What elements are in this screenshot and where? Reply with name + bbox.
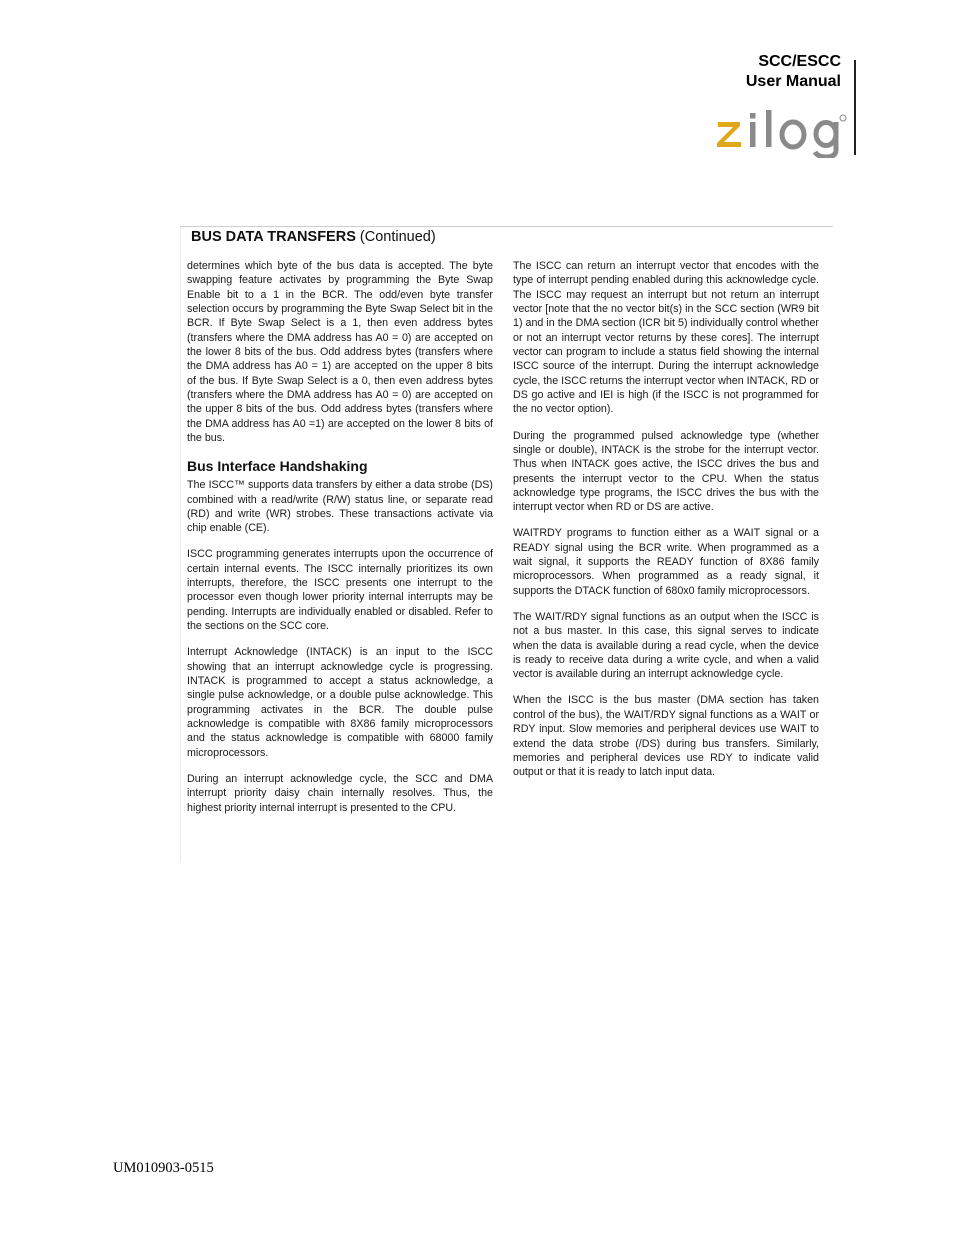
paragraph-interrupt-vector: The ISCC can return an interrupt vector that encodes with the type of interrupt pending enabled during this acknowledge cycle. The ISCC may request an interrupt but not return an interrupt vector [note that the no vector bit(s) in the SCC section (WR9 bit 1) and in the DMA section (ICR bit 5) individually control whether or not an interrupt vector returns by these cores]. The interrupt vector can program to include a status field showing the internal ISCC source of the interrupt. During the interrupt acknowledge cycle, the ISCC returns the interrupt vector when INTACK, RD or DS go active and IEI is high (if the ISCC is not programmed for the no vector option). [513, 260, 819, 416]
paragraph-interrupts: ISCC programming generates interrupts upon the occurrence of certain internal events. The ISCC internally prioritizes its own interrupts, therefore, the ISCC presents one interrupt to the processor even though lower priority internal interrupts may be pending. Interrupts are individually enabled or disabled. Refer to the sections on the SCC core. [187, 548, 493, 633]
left-column [187, 259, 493, 827]
paragraph-byte-swap: determines which byte of the bus data is accepted. The byte swapping feature activates by programming the Byte Swap Enable bit to a 1 in the BCR. The odd/even byte transfer selection occurs by programming the Byte Swap Select bit in the BCR. If Byte Swap Select is a 1, then even address bytes (transfers where the DMA address has A0 = 0) are accepted on the lower 8 bits of the bus. Odd address bytes (transfers where the DMA address has A0 = 1) are accepted on the upper 8 bits of the bus. If Byte Swap Select is a 0, then even address bytes (transfers where the DMA address has A0 = 0) are accepted on the upper 8 bits of the bus. Odd address bytes (transfers where the DMA address has A0 =1) are accepted on the lower 8 bits of the bus. [187, 260, 493, 445]
header-title [746, 52, 841, 92]
paragraph-pulsed-acknowledge: During the programmed pulsed acknowledge type (whether single or double), INTACK is the strobe for the interrupt vector. Thus when INTACK goes active, the ISCC drives the bus and presents the interrupt vector to the CPU. When the status acknowledge type programs, the ISCC drives the bus with the interrupt vector when RD or DS are active. [513, 429, 819, 514]
zilog-logo [714, 104, 848, 158]
scanned-page-excerpt [180, 226, 833, 861]
section-heading-suffix: (Continued) [355, 229, 436, 245]
paragraph-bus-master: When the ISCC is the bus master (DMA section has taken control of the bus), the WAIT/RDY signal functions as a WAIT or RDY input. Slow memories and peripheral devices use WAIT to extend the data strobe (/DS) during bus transfers. Similarly, memories and peripheral devices use RDY to indicate valid output or that it is ready to latch input data. [513, 694, 819, 779]
section-heading-title: BUS DATA TRANSFERS [191, 229, 356, 245]
paragraph-wait-rdy-output: The WAIT/RDY signal functions as an output when the ISCC is not a bus master. In this case, this signal serves to indicate when the data is available during a read cycle, when the device is ready to receive data during a write cycle, and when a valid vector is available during an interrupt acknowledge cycle. [513, 610, 819, 681]
paragraph-data-strobe: The ISCC™ supports data transfers by either a data strobe (DS) combined with a read/write (R/W) status line, or separate read (RD) and write (WR) strobes. These transactions activate via chip enable (CE). [187, 479, 493, 535]
header-divider [854, 60, 856, 155]
manual-series: SCC/ESCC [758, 53, 841, 70]
manual-type: User Manual [745, 73, 841, 90]
document-number: UM010903-0515 [113, 1160, 214, 1176]
paragraph-daisy-chain: During an interrupt acknowledge cycle, the SCC and DMA interrupt priority daisy chain internally resolves. Thus, the highest priority internal interrupt is presented to the CPU. [187, 772, 493, 814]
paragraph-intack: Interrupt Acknowledge (INTACK) is an input to the ISCC showing that an interrupt acknowledge cycle is progressing. INTACK is programmed to accept a status acknowledge, a single pulse acknowledge, or a double pulse acknowledge. This programming activates in the BCR. The double pulse acknowledge is compatible with 8X86 family microprocessors and the status acknowledge is compatible with 68000 family microprocessors. [187, 646, 493, 759]
paragraph-waitrdy: WAITRDY programs to function either as a WAIT signal or a READY signal using the BCR write. When programmed as a wait signal, it supports the READY function of 8X86 family microprocessors. When programmed as a ready signal, it supports the DTACK function of 680x0 family microprocessors. [513, 527, 819, 597]
subheading-bus-interface: Bus Interface Handshaking [187, 458, 368, 475]
section-heading [191, 229, 436, 245]
right-column [513, 259, 819, 791]
